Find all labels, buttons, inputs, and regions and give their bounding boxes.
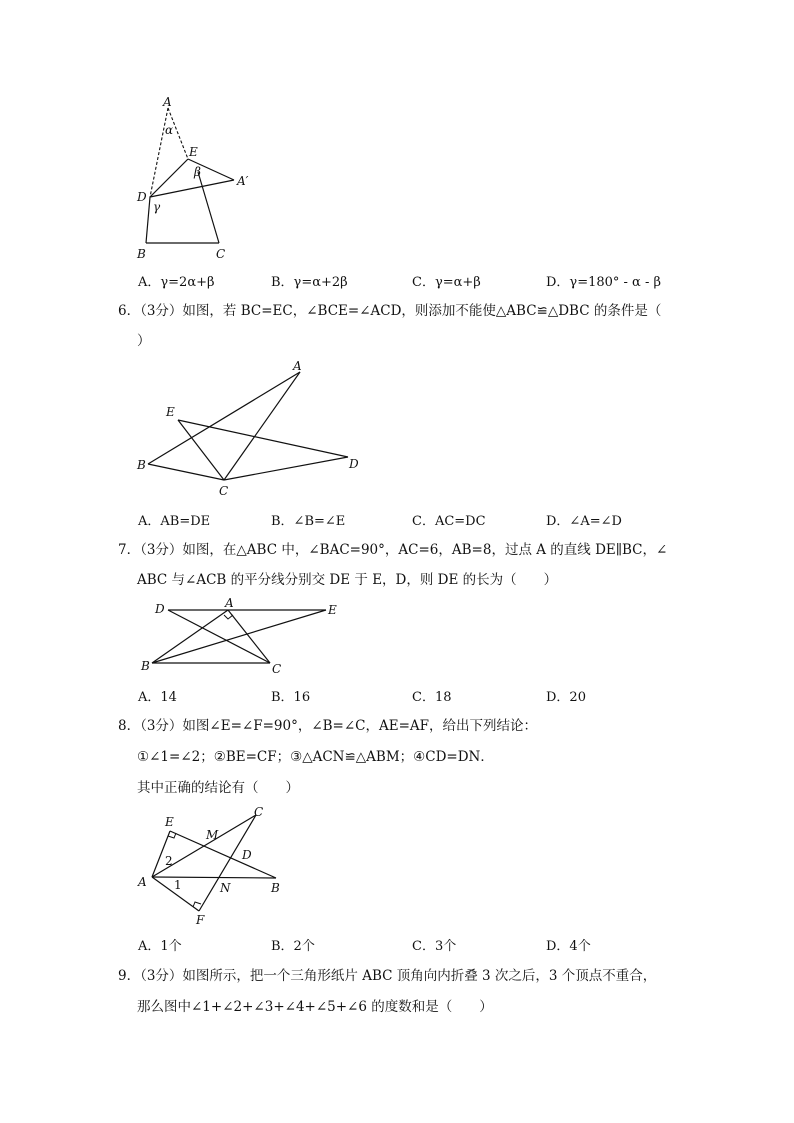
q6-option-d[interactable]: D．∠A=∠D (546, 514, 622, 529)
q5-line-DA' (150, 180, 234, 197)
q5-label-beta: β (194, 165, 201, 179)
q5-line-DE (150, 159, 188, 197)
q5-option-d[interactable]: D．γ=180° - α - β (546, 275, 662, 290)
q6-label-A: A (293, 359, 302, 373)
q8-stem-line1: 8．（3分）如图∠E=∠F=90°，∠B=∠C，AE=AF，给出下列结论： (118, 718, 538, 734)
q6-option-a[interactable]: A．AB=DE (138, 514, 211, 529)
q6-line-BC (148, 464, 224, 480)
q5-figure (130, 92, 260, 264)
q7-line-DC (168, 610, 270, 663)
q7-label-B: B (141, 659, 150, 673)
q5-line-AD-dashed (150, 108, 168, 197)
q5-label-D: D (137, 190, 147, 204)
q7-option-b[interactable]: B．16 (271, 690, 311, 705)
q5-label-A-prime: A′ (237, 174, 249, 188)
q7-label-E: E (328, 603, 337, 617)
q5-option-a[interactable]: A．γ=2α+β (138, 275, 215, 290)
q6-stem-line1: 6．（3分）如图，若 BC=EC，∠BCE=∠ACD，则添加不能使△ABC≌△DBC 的条件是（ (118, 303, 662, 319)
q9-stem-line2: 那么图中∠1+∠2+∠3+∠4+∠5+∠6 的度数和是（ ） (137, 999, 493, 1015)
q7-line-BE (152, 610, 326, 663)
q5-line-EC (198, 172, 219, 243)
q8-label-D: D (242, 848, 252, 862)
q8-label-A: A (138, 875, 147, 889)
q5-label-C: C (216, 247, 226, 261)
q8-label-B: B (271, 881, 280, 895)
q8-label-F: F (196, 913, 205, 927)
q6-option-b[interactable]: B．∠B=∠E (271, 514, 346, 529)
q8-right-angle-F (193, 902, 201, 907)
q6-stem-line2: ） (137, 333, 151, 349)
q8-stem-line3: 其中正确的结论有（ ） (137, 780, 299, 796)
q6-figure (130, 358, 370, 500)
q7-label-D: D (155, 602, 165, 616)
q6-option-c[interactable]: C．AC=DC (412, 514, 486, 529)
q7-label-A: A (225, 596, 234, 610)
q8-label-M: M (206, 828, 219, 842)
q9-stem-line1: 9．（3分）如图所示，把一个三角形纸片 ABC 顶角向内折叠 3 次之后，3 个顶点不重合， (118, 968, 657, 984)
q8-stem-line2: ①∠1=∠2；②BE=CF；③△ACN≌△ABM；④CD=DN． (137, 749, 494, 765)
q8-option-d[interactable]: D．4个 (546, 939, 591, 954)
q7-line-AB (152, 610, 228, 663)
q6-label-C: C (219, 484, 229, 498)
q5-option-c[interactable]: C．γ=α+β (412, 275, 481, 290)
q7-figure (130, 596, 350, 680)
q5-label-B: B (137, 247, 146, 261)
q8-option-b[interactable]: B．2个 (271, 939, 315, 954)
q8-label-1: 1 (174, 878, 182, 892)
q6-label-D: D (349, 457, 359, 471)
q7-line-AC (228, 610, 270, 663)
q5-label-gamma: γ (153, 200, 161, 214)
q8-option-c[interactable]: C．3个 (412, 939, 457, 954)
q5-label-alpha: α (165, 123, 174, 137)
q6-line-CD (224, 457, 348, 480)
q7-stem-line2: ABC 与∠ACB 的平分线分别交 DE 于 E，D，则 DE 的长为（ ） (137, 572, 558, 588)
q7-stem-line1: 7．（3分）如图，在△ABC 中，∠BAC=90°，AC=6，AB=8，过点 A 的直线 DE∥BC，∠ (118, 542, 668, 558)
q7-right-angle-mark (224, 615, 233, 619)
q8-label-2: 2 (165, 854, 173, 868)
q5-label-E: E (189, 145, 198, 159)
q7-option-a[interactable]: A．14 (138, 690, 177, 705)
q7-option-d[interactable]: D．20 (546, 690, 586, 705)
q6-label-B: B (137, 458, 146, 472)
q6-label-E: E (166, 405, 175, 419)
q5-option-b[interactable]: B．γ=α+2β (271, 275, 348, 290)
q7-label-C: C (272, 662, 282, 676)
q8-label-E: E (165, 815, 174, 829)
q8-label-C: C (254, 805, 264, 819)
q5-label-A: A (163, 95, 172, 109)
q8-option-a[interactable]: A．1个 (138, 939, 182, 954)
q8-label-N: N (220, 881, 231, 895)
q8-line-AB (152, 877, 276, 878)
q8-figure (130, 803, 290, 927)
q6-line-AC (224, 372, 300, 480)
q7-option-c[interactable]: C．18 (412, 690, 452, 705)
